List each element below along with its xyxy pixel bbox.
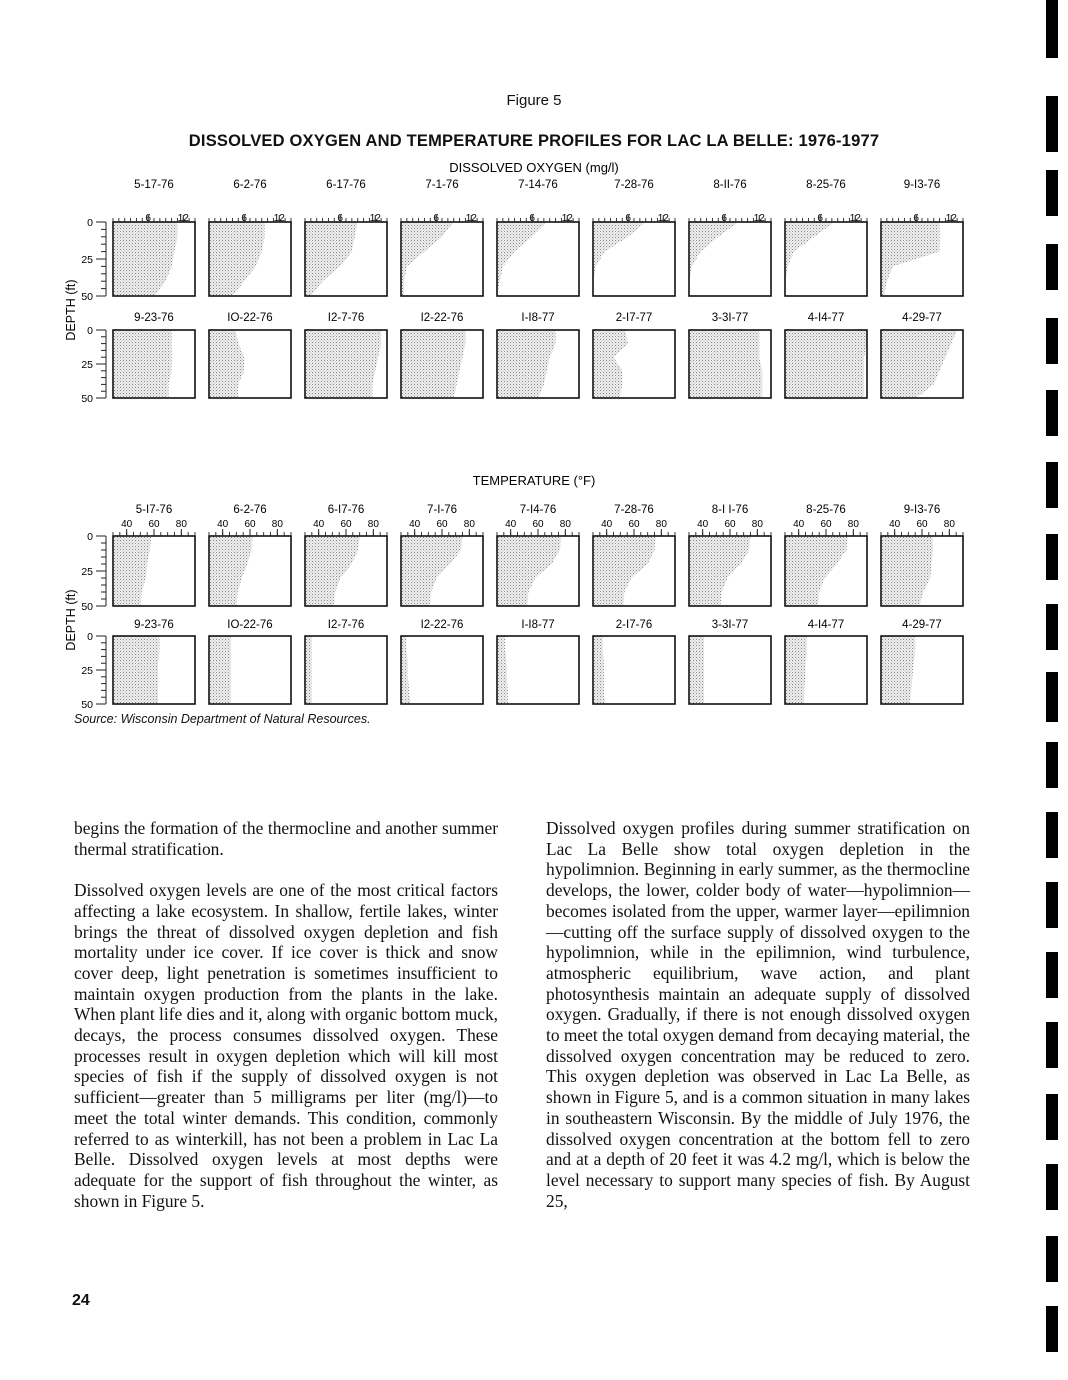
edge-mark	[1046, 390, 1058, 436]
x-tick-label: 6	[241, 213, 247, 224]
depth-tick-label: 50	[81, 291, 93, 303]
date-label: 8-II-76	[713, 179, 747, 191]
date-label: 5-I7-76	[135, 504, 173, 516]
depth-tick-label: 0	[87, 531, 93, 543]
edge-mark	[1046, 534, 1058, 580]
x-tick-label: 12	[657, 213, 669, 224]
figure-title: DISSOLVED OXYGEN AND TEMPERATURE PROFILES FOR LAC LA BELLE: 1976-1977	[188, 132, 880, 150]
date-label: 6-2-76	[233, 179, 267, 191]
x-tick-label: 12	[369, 213, 381, 224]
depth-tick-label: 50	[81, 699, 93, 711]
date-label: 7-I-76	[426, 504, 458, 516]
date-label: 9-I3-76	[903, 179, 941, 191]
depth-tick-label: 0	[87, 217, 93, 229]
profile-area	[785, 330, 867, 398]
edge-mark	[1046, 882, 1058, 928]
x-tick-label: 60	[724, 519, 736, 530]
x-tick-label: 80	[559, 519, 571, 530]
profile-area	[785, 536, 848, 606]
x-tick-label: 12	[561, 213, 573, 224]
date-label: 6-2-76	[233, 504, 267, 516]
x-tick-label: 80	[367, 519, 379, 530]
date-label: IO-22-76	[227, 312, 273, 324]
depth-tick-label: 25	[81, 566, 93, 578]
x-tick-label: 12	[465, 213, 477, 224]
profile-area	[497, 536, 561, 606]
profile-area	[401, 330, 465, 398]
x-tick-label: 80	[943, 519, 955, 530]
edge-mark	[1046, 170, 1058, 216]
date-label: 3-3I-77	[711, 312, 749, 324]
right-column	[546, 818, 970, 1232]
x-tick-label: 12	[177, 213, 189, 224]
depth-tick-label: 25	[81, 359, 93, 371]
date-label: I2-22-76	[420, 619, 464, 631]
profile-area	[305, 536, 360, 606]
x-tick-label: 6	[817, 213, 823, 224]
profile-panel	[305, 636, 387, 704]
date-label: 9-23-76	[134, 619, 174, 631]
profile-area	[497, 222, 547, 296]
depth-tick-label: 25	[81, 665, 93, 677]
date-label: I2-7-76	[327, 619, 365, 631]
date-label: 7-28-76	[614, 504, 654, 516]
date-label: I2-7-76	[327, 312, 365, 324]
date-label: 4-I4-77	[807, 619, 845, 631]
chart-title: TEMPERATURE (°F)	[472, 473, 596, 488]
profile-area	[689, 330, 762, 398]
date-label: IO-22-76	[227, 619, 273, 631]
depth-tick-label: 50	[81, 601, 93, 613]
x-tick-label: 40	[505, 519, 517, 530]
x-tick-label: 12	[945, 213, 957, 224]
profile-area	[305, 222, 358, 296]
edge-mark	[1046, 952, 1058, 998]
edge-mark	[1046, 1306, 1058, 1352]
paragraph: begins the formation of the thermocline and another summer thermal stratification.	[74, 818, 498, 859]
paragraph: Dissolved oxygen profiles during summer stratification on Lac La Belle show total oxygen depletion in the hypolimnion. Beginning in early summer, as the thermocline develops, the lower, colder body of water—hypolimnion—becomes isolated from the upper, warmer layer—epilimnion—cutting off the surface supply of dissolved oxygen to the hypolimnion, while in the epilimnion, wind turbulence, atmospheric equilibrium, wave action, and plant photosynthesis maintain an adequate supply of dissolved oxygen. Gradually, if there is not enough dissolved oxygen to meet the total oxygen demand from decaying material, the dissolved oxygen concentration may be reduced to zero. This oxygen depletion was observed in Lac La Belle, as shown in Figure 5, and is a common situation in many lakes in southeastern Wisconsin. By the middle of July 1976, the dissolved oxygen concentration at the bottom fell to zero and at a depth of 20 feet it was 4.2 mg/l, which is below the level necessary to support many species of fish. By August 25,	[546, 818, 970, 1211]
x-tick-label: 40	[793, 519, 805, 530]
x-tick-label: 40	[121, 519, 133, 530]
x-tick-label: 40	[889, 519, 901, 530]
profile-area	[305, 636, 312, 704]
edge-mark	[1046, 0, 1058, 58]
edge-mark	[1046, 1236, 1058, 1282]
edge-mark	[1046, 462, 1058, 508]
profile-area	[497, 330, 556, 398]
profile-area	[785, 636, 807, 704]
edge-mark	[1046, 318, 1058, 364]
x-tick-label: 40	[217, 519, 229, 530]
profile-area	[113, 222, 177, 296]
date-label: 6-17-76	[326, 179, 366, 191]
x-tick-label: 80	[655, 519, 667, 530]
x-tick-label: 12	[753, 213, 765, 224]
x-tick-label: 6	[145, 213, 151, 224]
x-tick-label: 60	[244, 519, 256, 530]
date-label: 4-I4-77	[807, 312, 845, 324]
profile-panel	[593, 636, 675, 704]
profile-area	[593, 536, 656, 606]
date-label: I2-22-76	[420, 312, 464, 324]
date-label: 8-25-76	[806, 504, 846, 516]
profile-area	[881, 222, 940, 296]
y-axis-label: DEPTH (ft)	[64, 279, 78, 341]
profile-area	[401, 222, 454, 296]
x-tick-label: 60	[532, 519, 544, 530]
x-tick-label: 80	[271, 519, 283, 530]
y-axis-label: DEPTH (ft)	[64, 589, 78, 651]
x-tick-label: 40	[409, 519, 421, 530]
x-tick-label: 12	[273, 213, 285, 224]
profile-area	[113, 330, 172, 398]
x-tick-label: 6	[625, 213, 631, 224]
edge-mark	[1046, 96, 1058, 152]
profile-area	[689, 636, 704, 704]
date-label: 9-I3-76	[903, 504, 941, 516]
x-tick-label: 60	[916, 519, 928, 530]
x-tick-label: 6	[433, 213, 439, 224]
source-label: Source:	[74, 712, 118, 726]
depth-tick-label: 50	[81, 393, 93, 405]
x-tick-label: 12	[849, 213, 861, 224]
profile-area	[593, 636, 605, 704]
depth-tick-label: 0	[87, 631, 93, 643]
page-number: 24	[72, 1292, 90, 1309]
profile-area	[209, 330, 244, 398]
date-label: 3-3I-77	[711, 619, 749, 631]
profile-area	[497, 636, 508, 704]
x-tick-label: 40	[601, 519, 613, 530]
depth-tick-label: 0	[87, 325, 93, 337]
left-column	[74, 818, 498, 1232]
x-tick-label: 80	[751, 519, 763, 530]
paragraph: Dissolved oxygen levels are one of the most critical factors affecting a lake ecosystem. In shallow, fertile lakes, winter brings the threat of dissolved oxygen depletion and fish mortality under ice cover. If ice cover is thick and snow cover deep, light penetration is sometimes insufficient to maintain oxygen production from the plants in the lake. When plant life dies and it, along with organic bottom muck, decays, the process consumes dissolved oxygen. These processes result in oxygen depletion which will kill most species of fish if the supply of dissolved oxygen is not sufficient—greater than 5 milligrams per liter (mg/l)—to meet the total winter demands. This condition, commonly referred to as winterkill, has not been a problem in Lac La Belle. Dissolved oxygen levels at most depths were adequate for the support of fish throughout the winter, as shown in Figure 5.	[74, 880, 498, 1211]
x-tick-label: 80	[175, 519, 187, 530]
date-label: 5-17-76	[134, 179, 174, 191]
date-label: 7-I4-76	[519, 504, 557, 516]
x-tick-label: 60	[340, 519, 352, 530]
x-tick-label: 80	[847, 519, 859, 530]
profile-area	[113, 536, 151, 606]
edge-mark	[1046, 672, 1058, 722]
profile-area	[593, 222, 646, 296]
edge-mark	[1046, 742, 1058, 788]
profile-area	[881, 636, 915, 704]
profile-area	[881, 536, 933, 606]
date-label: 4-29-77	[902, 312, 942, 324]
date-label: 7-28-76	[614, 179, 654, 191]
profile-area	[689, 536, 751, 606]
edge-mark	[1046, 604, 1058, 650]
x-tick-label: 6	[529, 213, 535, 224]
chart-title: DISSOLVED OXYGEN (mg/l)	[449, 160, 619, 175]
edge-mark	[1046, 1022, 1058, 1068]
profile-area	[305, 330, 381, 398]
profile-area	[209, 536, 253, 606]
date-label: I-I8-77	[521, 619, 555, 631]
figure-source	[74, 712, 371, 726]
figure-caption: Figure 5	[506, 92, 562, 109]
x-tick-label: 80	[463, 519, 475, 530]
profile-area	[209, 636, 231, 704]
x-tick-label: 40	[313, 519, 325, 530]
edge-mark	[1046, 1164, 1058, 1210]
x-tick-label: 40	[697, 519, 709, 530]
x-tick-label: 60	[820, 519, 832, 530]
profile-area	[113, 636, 160, 704]
x-tick-label: 6	[337, 213, 343, 224]
profile-area	[401, 536, 463, 606]
date-label: 2-I7-76	[615, 619, 653, 631]
profile-area	[881, 330, 957, 398]
x-tick-label: 6	[721, 213, 727, 224]
date-label: 7-14-76	[518, 179, 558, 191]
date-label: 8-I I-76	[711, 504, 749, 516]
date-label: 7-1-76	[425, 179, 459, 191]
date-label: I-I8-77	[521, 312, 555, 324]
edge-mark	[1046, 1094, 1058, 1140]
date-label: 4-29-77	[902, 619, 942, 631]
x-tick-label: 60	[436, 519, 448, 530]
profile-area	[785, 222, 835, 296]
profile-area	[401, 636, 411, 704]
profile-panel	[497, 636, 579, 704]
source-text: Wisconsin Department of Natural Resources.	[120, 712, 371, 726]
profile-panel	[401, 636, 483, 704]
date-label: 2-I7-77	[615, 312, 653, 324]
edge-mark	[1046, 812, 1058, 858]
date-label: 9-23-76	[134, 312, 174, 324]
profile-area	[209, 222, 265, 296]
x-tick-label: 6	[913, 213, 919, 224]
edge-mark	[1046, 244, 1058, 290]
date-label: 6-I7-76	[327, 504, 365, 516]
depth-tick-label: 25	[81, 254, 93, 266]
x-tick-label: 60	[628, 519, 640, 530]
x-tick-label: 60	[148, 519, 160, 530]
profile-area	[593, 330, 628, 398]
date-label: 8-25-76	[806, 179, 846, 191]
profile-area	[689, 222, 739, 296]
